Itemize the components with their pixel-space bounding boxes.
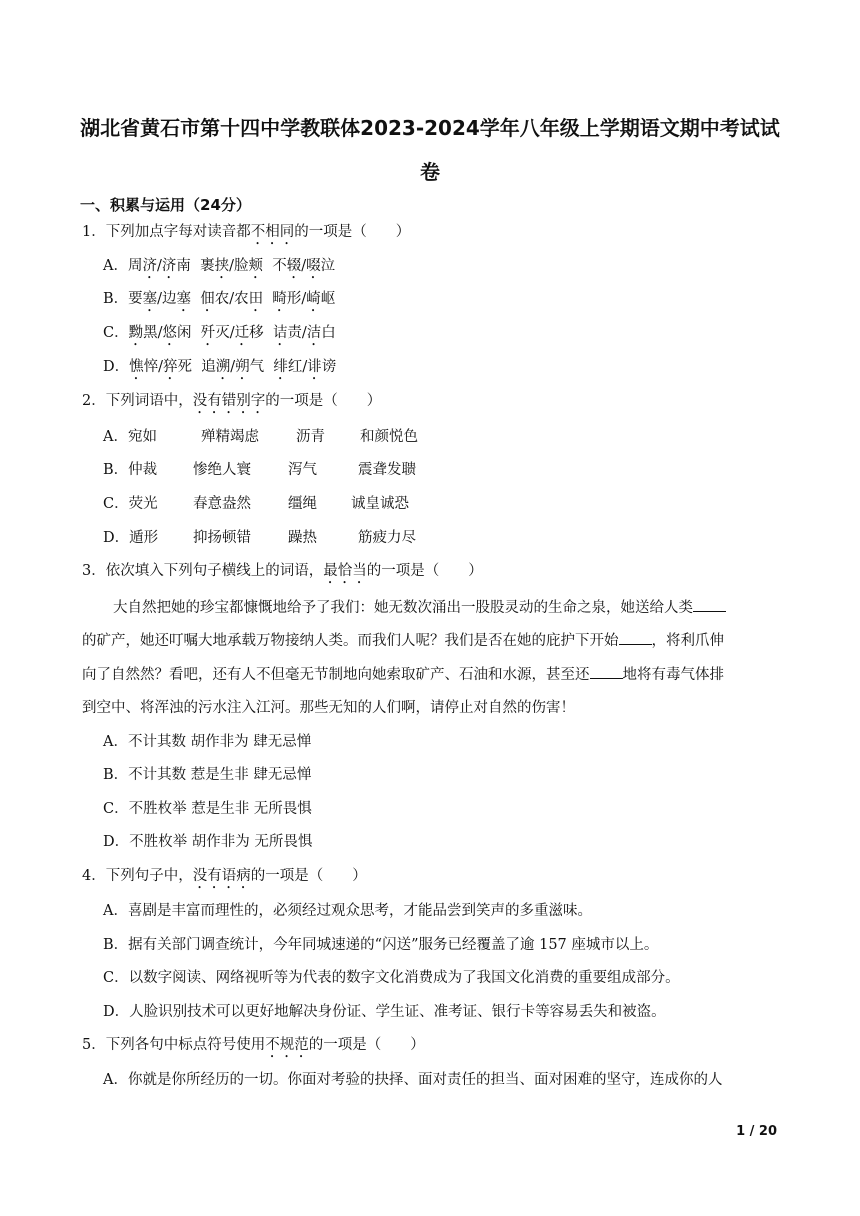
question-3-option-a: A．不计其数 胡作非为 肆无忌惮 (103, 734, 312, 750)
question-1: 1．下列加点字每对读音都不相同的一项是（ ） (82, 224, 411, 240)
option-text: / (301, 258, 307, 274)
option-word: 缰绳 (288, 496, 317, 512)
passage-line: 的矿产，她还叮嘱大地承载万物接纳人类。而我们人呢？我们是否在她的庇护下开始 ，将利爪伸 (82, 630, 724, 651)
question-4-option-b: B．据有关部门调查统计，今年同城速递的“闪送”服务已经覆盖了逾 157 座城市以上。 (103, 937, 659, 953)
page-number: 1 / 20 (736, 1124, 777, 1139)
option-text: B． (103, 291, 129, 307)
option-text: 泣 (320, 258, 336, 274)
option-word: 躁热 (288, 530, 317, 546)
emphasized-char: 辍 (286, 258, 302, 274)
option-word: D．遁形 (103, 530, 159, 546)
option-word: 春意盎然 (193, 496, 251, 512)
question-4: 4．下列句子中，没有语病的一项是（ ） (82, 868, 367, 884)
question-5-option-a: A．你就是你所经历的一切。你面对考验的抉择、面对责任的担当、面对困难的坚守，连成你的人 (103, 1072, 723, 1088)
option-text: 气 (249, 359, 274, 375)
emphasized-char: 田 (248, 291, 264, 307)
section-heading: 一、积累与运用（24分） (80, 196, 251, 214)
fill-blank (619, 630, 652, 645)
emphasized-char: 洁 (306, 325, 322, 341)
option-text: 闲 (177, 325, 201, 341)
option-word: 惨绝人寰 (193, 462, 251, 478)
option-text: 谤 (321, 359, 337, 375)
emphasized-char: 济 (142, 258, 157, 274)
option-text: A． (103, 258, 128, 274)
option-text: D． (103, 359, 130, 375)
question-3-option-d: D．不胜枚举 胡作非为 无所畏惧 (103, 834, 313, 850)
emphasized-char: 朔 (235, 359, 250, 375)
option-word: 沥青 (296, 429, 325, 445)
passage-line: 向了自然然？看吧，还有人不但毫无节制地向她索取矿产、石油和水源，甚至还 地将有毒气体排 (82, 664, 724, 685)
option-text (263, 291, 272, 307)
emphasized-char: 歼 (200, 325, 216, 341)
option-text (191, 291, 200, 307)
document-title: 湖北省黄石市第十四中学教联体2023-2024学年八年级上学期语文期中考试试 (80, 116, 780, 140)
question-3: 3．依次填入下列句子横线上的词语，最恰当的一项是（ ） (82, 563, 483, 579)
option-text: 不 (262, 258, 287, 274)
option-text: / (156, 258, 162, 274)
option-text: 移 (249, 325, 273, 341)
option-text: /脸 (229, 258, 249, 274)
option-word: 殚精竭虑 (201, 429, 259, 445)
option-word: 抑扬顿错 (193, 530, 251, 546)
emphasized-char: 崎 (306, 291, 321, 307)
option-word: A．宛如 (103, 429, 157, 445)
question-4-option-d: D．人脸识别技术可以更好地解决身份证、学生证、准考证、银行卡等容易丢失和被盗。 (103, 1004, 666, 1020)
emphasized-char: 诘 (272, 325, 288, 341)
option-text: 南 (176, 258, 201, 274)
option-text: 白 (321, 325, 336, 341)
emphasized-char: 悠 (162, 325, 177, 341)
fill-blank (693, 597, 726, 612)
passage-line: 大自然把她的珍宝都慷慨地给予了我们：她无数次涌出一股股灵动的生命之泉，她送给人类 (113, 597, 726, 618)
question-3-option-c: C．不胜枚举 惹是生非 无所畏惧 (103, 801, 312, 817)
question-1-option-c (103, 323, 336, 349)
emphasized-char: 诽 (307, 359, 322, 375)
option-text: 红/ (287, 359, 308, 375)
option-word: 震聋发聩 (358, 462, 416, 478)
option-text: 死 追 (177, 359, 216, 375)
document-title-continued: 卷 (420, 160, 440, 184)
emphasized-char: 塞 (142, 291, 158, 307)
emphasized-char: 颊 (248, 258, 263, 274)
option-text: 悴/ (143, 359, 164, 375)
option-text: C． (103, 325, 129, 341)
question-5: 5．下列各句中标点符号使用不规范的一项是（ ） (82, 1037, 425, 1053)
option-word: 和颜悦色 (360, 429, 418, 445)
option-word: C．荧光 (103, 496, 158, 512)
option-text: 责/ (287, 325, 307, 341)
emphasized-char: 济 (161, 258, 177, 274)
emphasized-char: 佃 (200, 291, 215, 307)
option-word: B．仲裁 (103, 462, 158, 478)
option-text: 灭/ (215, 325, 235, 341)
option-word: 泻气 (288, 462, 317, 478)
option-text: 农/农 (214, 291, 249, 307)
option-text: 形/ (286, 291, 307, 307)
emphasized-char: 黝 (128, 325, 144, 341)
emphasized-char: 畸 (272, 291, 287, 307)
passage-line: 到空中、将浑浊的污水注入江河。那些无知的人们啊，请停止对自然的伤害！ (82, 700, 575, 716)
emphasized-char: 绯 (273, 359, 288, 375)
option-text: 岖 (320, 291, 336, 307)
question-1-option-d (103, 357, 336, 383)
question-1-option-b (103, 289, 335, 315)
question-4-option-c: C．以数字阅读、网络视听等为代表的数字文化消费成为了我国文化消费的重要组成部分。 (103, 970, 680, 986)
question-3-option-b: B．不计其数 惹是生非 肆无忌惮 (103, 767, 312, 783)
emphasized-char: 塞 (176, 291, 192, 307)
option-text: 周 (127, 258, 143, 274)
option-text: 黑/ (143, 325, 163, 341)
option-text: / (230, 359, 236, 375)
question-2: 2．下列词语中，没有错别字的一项是（ ） (82, 393, 382, 409)
question-1-option-a (103, 256, 335, 282)
option-word: 筋疲力尽 (358, 530, 416, 546)
emphasized-char: 挟 (214, 258, 230, 274)
emphasized-char: 猝 (163, 359, 178, 375)
emphasized-char: 憔 (129, 359, 144, 375)
emphasized-char: 啜 (306, 258, 321, 274)
emphasized-char: 溯 (215, 359, 231, 375)
option-text: 裹 (200, 258, 215, 274)
fill-blank (590, 664, 623, 679)
emphasized-char: 迁 (234, 325, 250, 341)
question-4-option-a: A．喜剧是丰富而理性的，必须经过观众思考，才能品尝到笑声的多重滋味。 (103, 903, 592, 919)
option-word: 诚皇诚恐 (351, 496, 409, 512)
option-text: 要 (128, 291, 143, 307)
option-text: /边 (157, 291, 177, 307)
